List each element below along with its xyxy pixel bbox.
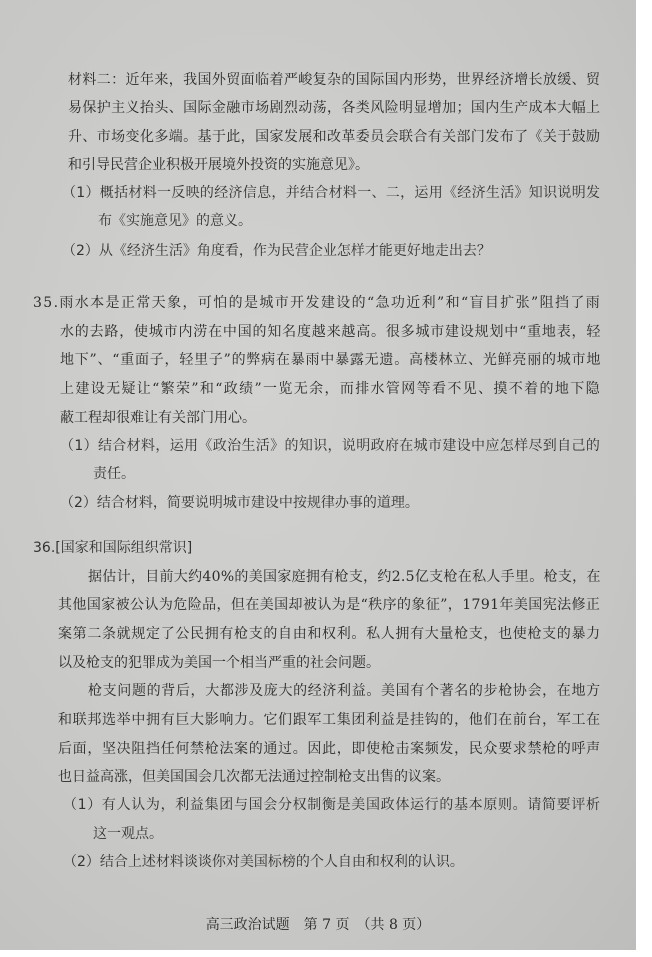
q35-question-2: （2）结合材料，简要说明城市建设中按规律办事的道理。 bbox=[60, 495, 419, 511]
q35-line: 地下”、“重面子，轻里子”的弊病在暴雨中暴露无遗。高楼林立、光鲜亮丽的城市地 bbox=[60, 352, 602, 368]
q34-material-line: 材料二：近年来，我国外贸面临着严峻复杂的国际国内形势，世界经济增长放缓、贸 bbox=[68, 72, 601, 88]
q35-question-1-cont: 责任。 bbox=[93, 466, 135, 482]
q36-question-1-cont: 这一观点。 bbox=[93, 826, 163, 842]
q36-line: 枪支问题的背后，大都涉及庞大的经济利益。美国有个著名的步枪协会，在地方 bbox=[88, 683, 601, 699]
q36-line: 其他国家被公认为危险品，但在美国却被认为是“秩序的象征”，1791年美国宪法修正 bbox=[58, 597, 601, 613]
q34-material-line: 升、市场变化多端。基于此，国家发展和改革委员会联合有关部门发布了《关于鼓励 bbox=[68, 129, 601, 145]
q34-material-line: 和引导民营企业积极开展境外投资的实施意见》。 bbox=[68, 157, 369, 173]
q34-material-line: 易保护主义抬头、国际金融市场剧烈动荡，各类风险明显增加；国内生产成本大幅上 bbox=[68, 100, 601, 116]
q35-question-1: （1）结合材料，运用《政治生活》的知识，说明政府在城市建设中应怎样尽到自己的 bbox=[60, 438, 601, 454]
q36-line: 以及枪支的犯罪成为美国一个相当严重的社会问题。 bbox=[58, 655, 380, 671]
q34-question-1-cont: 布《实施意见》的意义。 bbox=[98, 213, 252, 229]
q36-question-1: （1）有人认为，利益集团与国会分权制衡是美国政体运行的基本原则。请简要评析 bbox=[63, 797, 601, 813]
q36-line: 也日益高涨，但美国国会几次都无法通过控制枪支出售的议案。 bbox=[58, 769, 450, 785]
q34-question-1: （1）概括材料一反映的经济信息，并结合材料一、二，运用《经济生活》知识说明发 bbox=[62, 185, 601, 201]
q36-line: 和联邦选举中拥有巨大影响力。它们跟军工集团利益是挂钩的，他们在前台，军工在 bbox=[58, 712, 601, 728]
q34-question-2: （2）从《经济生活》角度看，作为民营企业怎样才能更好地走出去？ bbox=[62, 243, 491, 259]
page-footer: 高三政治试题 第 7 页 （共 8 页） bbox=[205, 917, 431, 933]
q35-line: 蔽工程却很难让有关部门用心。 bbox=[60, 410, 256, 426]
q35-line: 上建设无疑让“繁荣”和“政绩”一览无余，而排水管网等看不见、摸不着的地下隐 bbox=[60, 381, 601, 397]
q36-line: 后面，坚决阻挡任何禁枪法案的通过。因此，即使枪击案频发，民众要求禁枪的呼声 bbox=[58, 741, 601, 757]
q36-heading: 36.[国家和国际组织常识] bbox=[33, 540, 193, 556]
q36-line: 案第二条就规定了公民拥有枪支的自由和权利。私人拥有大量枪支，也使枪支的暴力 bbox=[58, 626, 601, 642]
q36-question-2: （2）结合上述材料谈谈你对美国标榜的个人自由和权利的认识。 bbox=[63, 854, 464, 870]
q35-line: 35.雨水本是正常天象，可怕的是城市开发建设的“急功近利”和“盲目扩张”阻挡了雨 bbox=[33, 295, 602, 311]
q36-line: 据估计，目前大约40%的美国家庭拥有枪支，约2.5亿支枪在私人手里。枪支，在 bbox=[88, 569, 601, 585]
q35-line: 水的去路，使城市内涝在中国的知名度越来越高。很多城市建设规划中“重地表，轻 bbox=[60, 324, 602, 340]
